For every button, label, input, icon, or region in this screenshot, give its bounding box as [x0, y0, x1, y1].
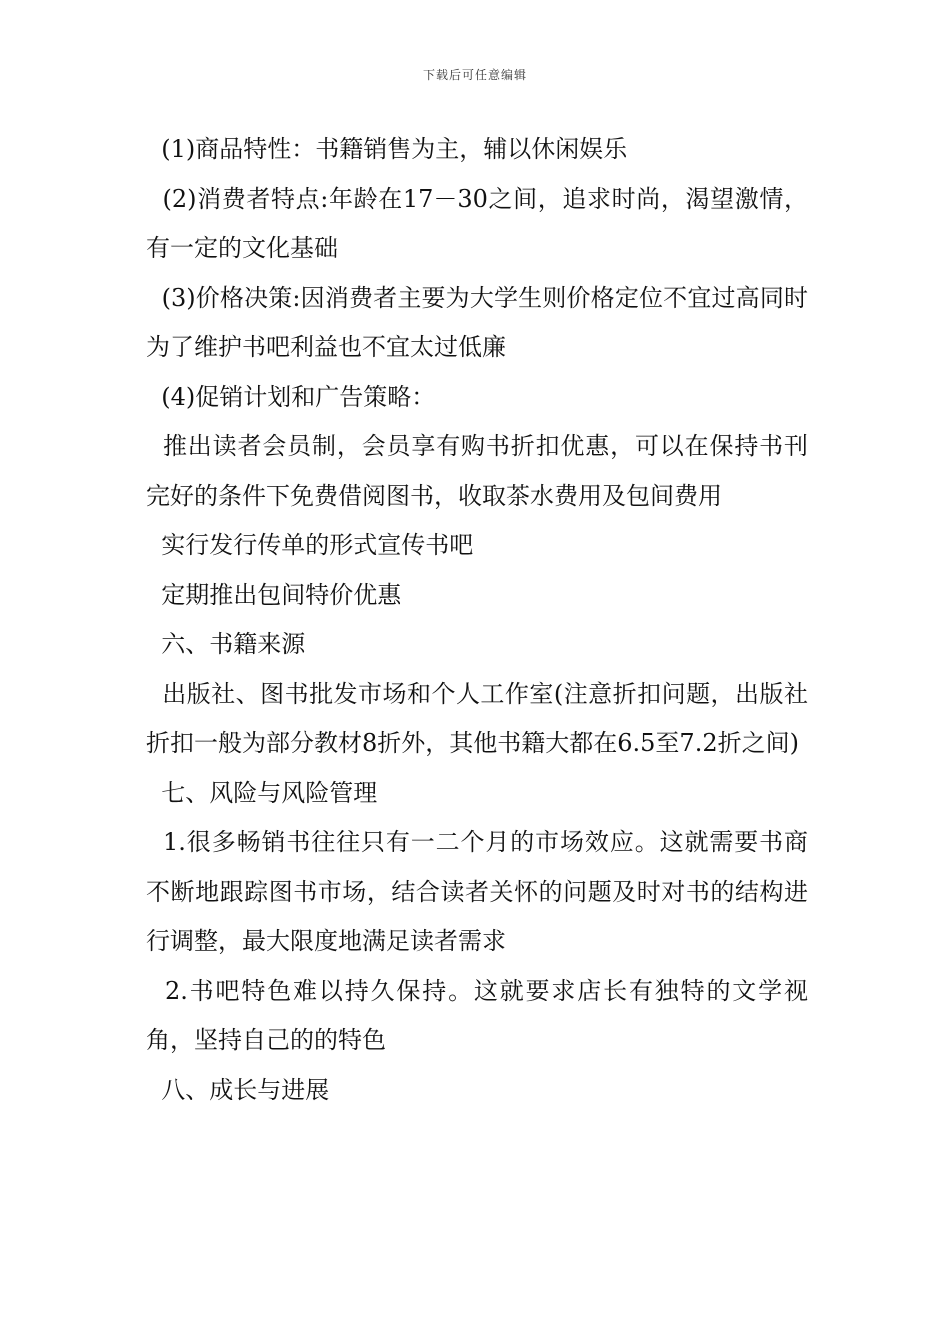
paragraph-room-discount: 定期推出包间特价优惠: [146, 580, 402, 609]
paragraph-flyers: 实行发行传单的形式宣传书吧: [146, 531, 474, 559]
paragraph-pricing-decision: (3)价格决策:因消费者主要为大学生则价格定位不宜过高同时为了维护书吧利益也不宜太过低廉: [146, 283, 808, 361]
paragraph-risk-2: 2.书吧特色难以持久保持。这就要求店长有独特的文学视角，坚持自己的的特色: [146, 976, 808, 1054]
paragraph-promotion-heading: (4)促销计划和广告策略：: [146, 382, 436, 411]
page-header-note: 下载后可任意编辑: [422, 68, 527, 82]
paragraph-product-features: (1)商品特性：书籍销售为主，辅以休闲娱乐: [146, 135, 628, 163]
paragraph-book-sources: 出版社、图书批发市场和个人工作室(注意折扣问题，出版社折扣一般为部分教材8折外，其他书籍大都在6.5至7.2折之间): [146, 679, 808, 757]
section-heading-book-sources: 六、书籍来源: [146, 630, 306, 658]
paragraph-membership: 推出读者会员制，会员享有购书折扣优惠，可以在保持书刊完好的条件下免费借阅图书，收取茶水费用及包间费用: [146, 432, 809, 510]
paragraph-risk-1: 1.很多畅销书往往只有一二个月的市场效应。这就需要书商不断地跟踪图书市场，结合读者关怀的问题及时对书的结构进行调整，最大限度地满足读者需求: [146, 828, 808, 955]
paragraph-consumer-features: (2)消费者特点:年龄在17－30之间，追求时尚，渴望激情，有一定的文化基础: [146, 184, 808, 262]
document-body: [146, 125, 808, 1115]
section-heading-growth: 八、成长与进展: [146, 1075, 330, 1104]
section-heading-risk: 七、风险与风险管理: [146, 778, 378, 807]
